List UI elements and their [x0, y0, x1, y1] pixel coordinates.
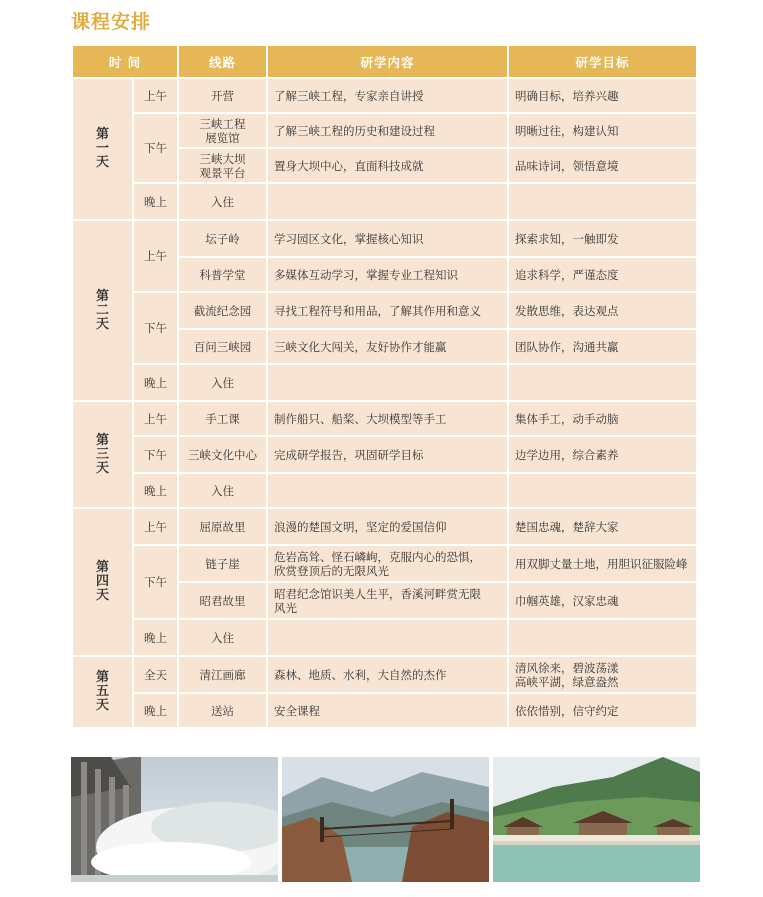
content-cell: 危岩高耸、怪石嶙峋，克服内心的恐惧， 欣赏登顶后的无限风光	[267, 545, 508, 582]
content-cell	[267, 364, 508, 401]
photo-strip	[71, 757, 700, 882]
table-row	[72, 113, 697, 148]
route-cell: 手工课	[178, 401, 267, 436]
period-label: 上午	[133, 401, 178, 436]
period-label: 晚上	[133, 693, 178, 728]
table-row	[72, 693, 697, 728]
content-cell: 安全课程	[267, 693, 508, 728]
goal-cell: 巾帼英雄，汉家忠魂	[508, 582, 697, 619]
period-label: 上午	[133, 220, 178, 292]
schedule-table	[71, 44, 698, 729]
table-row	[72, 656, 697, 693]
content-cell	[267, 619, 508, 656]
table-row	[72, 183, 697, 220]
table-row	[72, 473, 697, 508]
goal-cell: 楚国忠魂，楚辞大家	[508, 508, 697, 545]
period-label: 下午	[133, 113, 178, 183]
period-label: 晚上	[133, 364, 178, 401]
table-row	[72, 78, 697, 113]
table-row	[72, 508, 697, 545]
goal-cell: 探索求知，一触即发	[508, 220, 697, 257]
content-cell: 三峡文化大闯关，友好协作才能赢	[267, 329, 508, 364]
page-title: 课程安排	[71, 11, 152, 33]
goal-cell: 发散思维，表达观点	[508, 292, 697, 329]
day-label-text: 第四天	[95, 560, 109, 603]
period-label: 晚上	[133, 619, 178, 656]
photo-lakeside-pavilion	[493, 757, 700, 882]
content-cell: 置身大坝中心，直面科技成就	[267, 148, 508, 183]
day-label	[72, 220, 133, 401]
header-time: 时 间	[72, 45, 178, 78]
goal-cell: 团队协作，沟通共赢	[508, 329, 697, 364]
content-cell: 制作船只、船桨、大坝模型等手工	[267, 401, 508, 436]
content-cell	[267, 183, 508, 220]
schedule-body	[72, 78, 697, 728]
content-cell: 寻找工程符号和用品，了解其作用和意义	[267, 292, 508, 329]
content-cell: 昭君纪念馆识美人生平，香溪河畔赏无限 风光	[267, 582, 508, 619]
goal-cell: 边学边用，综合素养	[508, 436, 697, 473]
content-cell: 学习园区文化，掌握核心知识	[267, 220, 508, 257]
route-cell: 三峡文化中心	[178, 436, 267, 473]
table-row	[72, 292, 697, 329]
goal-cell	[508, 473, 697, 508]
content-cell: 浪漫的楚国文明，坚定的爱国信仰	[267, 508, 508, 545]
photo-gorge-bridge	[282, 757, 489, 882]
day-label	[72, 401, 133, 508]
day-label	[72, 78, 133, 220]
goal-cell	[508, 364, 697, 401]
route-cell: 屈原故里	[178, 508, 267, 545]
period-label: 上午	[133, 508, 178, 545]
content-cell: 完成研学报告，巩固研学目标	[267, 436, 508, 473]
route-cell: 链子崖	[178, 545, 267, 582]
goal-cell	[508, 619, 697, 656]
route-cell: 入住	[178, 183, 267, 220]
route-cell: 三峡大坝 观景平台	[178, 148, 267, 183]
goal-cell: 依依惜别，信守约定	[508, 693, 697, 728]
period-label: 晚上	[133, 473, 178, 508]
goal-cell: 品味诗词，领悟意境	[508, 148, 697, 183]
period-label: 下午	[133, 436, 178, 473]
photo-dam-spillway	[71, 757, 278, 882]
route-cell: 截流纪念园	[178, 292, 267, 329]
route-cell: 入住	[178, 619, 267, 656]
table-row	[72, 436, 697, 473]
period-label: 晚上	[133, 183, 178, 220]
content-cell: 森林、地质、水利，大自然的杰作	[267, 656, 508, 693]
period-label: 全天	[133, 656, 178, 693]
header-content: 研学内容	[267, 45, 508, 78]
day-label	[72, 508, 133, 656]
period-label: 上午	[133, 78, 178, 113]
header-route: 线路	[178, 45, 267, 78]
goal-cell: 明晰过往，构建认知	[508, 113, 697, 148]
content-cell: 多媒体互动学习，掌握专业工程知识	[267, 257, 508, 292]
day-label-text: 第一天	[95, 127, 109, 170]
route-cell: 清江画廊	[178, 656, 267, 693]
goal-cell: 清风徐来，碧波荡漾 高峡平湖，绿意盎然	[508, 656, 697, 693]
goal-cell: 明确目标，培养兴趣	[508, 78, 697, 113]
route-cell: 科普学堂	[178, 257, 267, 292]
table-row	[72, 619, 697, 656]
day-label-text: 第二天	[95, 288, 109, 332]
table-header-row	[72, 45, 697, 78]
content-cell	[267, 473, 508, 508]
period-label: 下午	[133, 545, 178, 619]
goal-cell	[508, 183, 697, 220]
route-cell: 送站	[178, 693, 267, 728]
day-label-text: 第三天	[95, 432, 109, 476]
route-cell: 开营	[178, 78, 267, 113]
goal-cell: 追求科学，严谨态度	[508, 257, 697, 292]
goal-cell: 集体手工，动手动脑	[508, 401, 697, 436]
header-goal: 研学目标	[508, 45, 697, 78]
table-row	[72, 545, 697, 582]
route-cell: 三峡工程 展览馆	[178, 113, 267, 148]
route-cell: 坛子岭	[178, 220, 267, 257]
goal-cell: 用双脚丈量土地，用胆识征服险峰	[508, 545, 697, 582]
route-cell: 入住	[178, 364, 267, 401]
route-cell: 昭君故里	[178, 582, 267, 619]
table-row	[72, 364, 697, 401]
table-row	[72, 401, 697, 436]
route-cell: 百问三峡园	[178, 329, 267, 364]
route-cell: 入住	[178, 473, 267, 508]
table-row	[72, 220, 697, 257]
content-cell: 了解三峡工程的历史和建设过程	[267, 113, 508, 148]
content-cell: 了解三峡工程，专家亲自讲授	[267, 78, 508, 113]
day-label	[72, 656, 133, 728]
day-label-text: 第五天	[95, 670, 109, 713]
period-label: 下午	[133, 292, 178, 364]
